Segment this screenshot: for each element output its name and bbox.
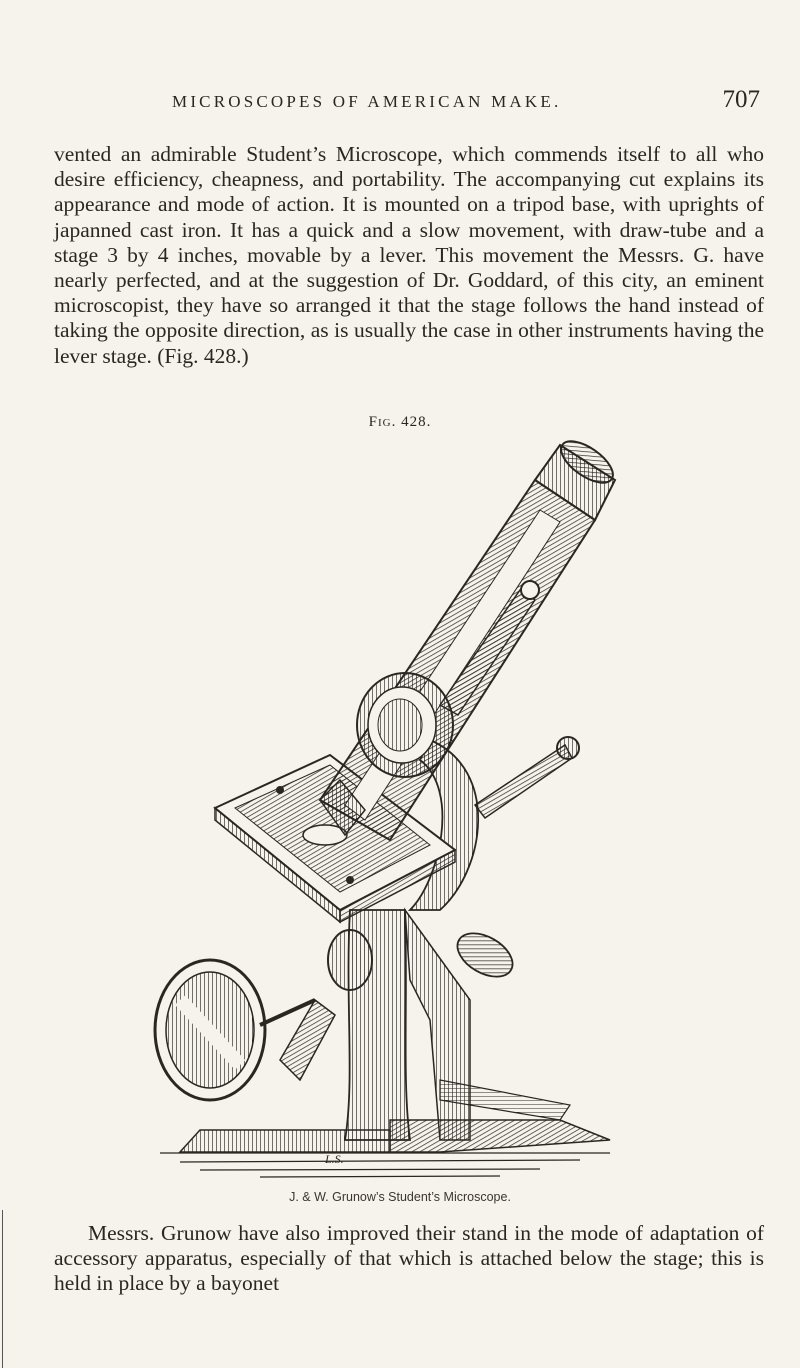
focus-knob bbox=[357, 673, 453, 777]
microscope-engraving bbox=[140, 440, 620, 1190]
figure-label: Fig. 428. bbox=[368, 414, 432, 430]
engraver-mark: L.S. bbox=[325, 1152, 344, 1166]
paragraph-2: Messrs. Grunow have also improved their stand in the mode of adaptation of accessory apparatus, especially of that which is attached below the stage; this is held in place by a bayonet bbox=[54, 1221, 764, 1296]
ground-shadow bbox=[160, 1153, 610, 1177]
page-edge-line bbox=[2, 1210, 3, 1368]
page-number: 707 bbox=[722, 86, 760, 113]
paragraph-1: vented an admirable Student’s Microscope, which commends itself to all who desire efficiency, cheapness, and portability. The accompanying cut explains its appearance and mode of action. It is mounted on a tripod base, with uprights of japanned cast iron. It has a quick and a slow movement, with draw-tube and a stage 3 by 4 inches, movable by a lever. This movement the Messrs. G. have nearly perfected, and at the suggestion of Dr. Goddard, of this city, an eminent microscopist, they have so arranged it that the stage follows the hand instead of taking the opposite direction, as is usually the case in other instruments having the lever stage. (Fig. 428.) bbox=[54, 142, 764, 368]
figure-caption: J. & W. Grunow’s Student’s Microscope. bbox=[289, 1190, 511, 1204]
mirror bbox=[155, 960, 315, 1100]
running-title: MICROSCOPES OF AMERICAN MAKE. bbox=[172, 92, 562, 111]
